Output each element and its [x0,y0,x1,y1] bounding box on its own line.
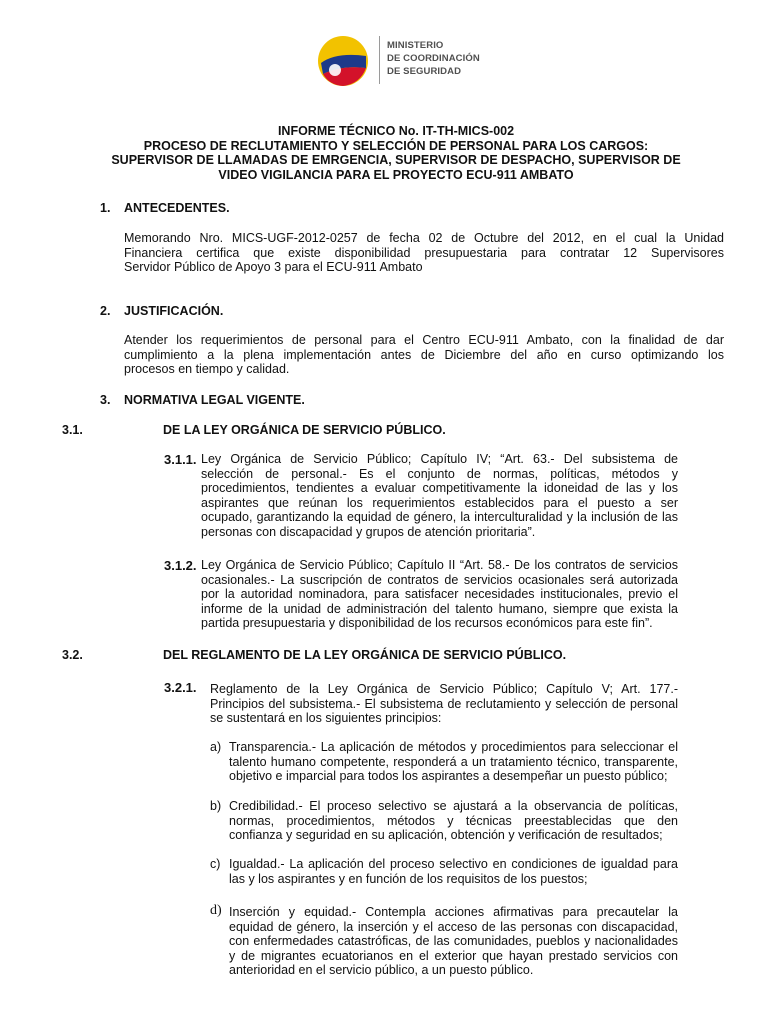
paragraph-line: procesos en tiempo y calidad. [124,362,290,376]
report-title [60,124,732,182]
clause-312-paragraph [201,558,678,631]
logo-line: MINISTERIO [387,40,444,51]
clause-321-paragraph [210,682,678,726]
title-line: SUPERVISOR DE LLAMADAS DE EMRGENCIA, SUPERVISOR DE DESPACHO, SUPERVISOR DE [111,153,681,167]
section-heading-antecedentes: ANTECEDENTES. [124,201,230,215]
justificacion-paragraph [124,333,724,377]
paragraph-line: informe de la unidad de administración del talento humano, siempre que exista la [201,601,678,616]
paragraph-line: Financiera certifica que existe disponibilidad presupuestaria para contratar 12 Supervisores [124,245,724,260]
list-item-label: d) [210,903,222,918]
list-item-insercion [229,905,678,978]
paragraph-line: Igualdad.- La aplicación del proceso selectivo en condiciones de igualdad para [229,857,678,871]
paragraph-line: selección de personal.- Es el conjunto de normas, políticas, métodos y [201,466,678,481]
subsection-number: 3.2. [62,648,83,662]
clause-number: 3.2.1. [164,680,197,695]
ministry-logo [316,32,516,92]
clause-number: 3.1.2. [164,558,197,573]
paragraph-line: anterioridad en el servicio público, a un puesto público. [229,963,534,977]
paragraph-line: partida presupuestaria y disponibilidad de los recursos económicos para este fin”. [201,616,653,630]
section-heading-normativa: NORMATIVA LEGAL VIGENTE. [124,393,305,407]
paragraph-line: Transparencia.- La aplicación de métodos y procedimientos para seleccionar el [229,740,678,754]
ministry-emblem-icon [316,32,374,90]
section-number: 3. [100,393,111,407]
subsection-heading-losep: DE LA LEY ORGÁNICA DE SERVICIO PÚBLICO. [163,423,446,437]
paragraph-line: Ley Orgánica de Servicio Público; Capítulo IV; “Art. 63.- Del subsistema de [201,452,678,466]
paragraph-line: las y los aspirantes y en función de los requisitos de los puestos; [229,871,588,886]
list-item-igualdad [229,857,678,886]
logo-divider [379,36,380,84]
logo-line: DE SEGURIDAD [387,66,462,77]
paragraph-line: normas, procedimientos, métodos y técnicas preestablecidas que den [229,813,678,828]
paragraph-line: procedimientos, tendientes a evaluar competitivamente la idoneidad de las y los [201,481,678,495]
list-item-credibilidad [229,799,678,843]
logo-line: DE COORDINACIÓN [387,53,480,64]
subsection-number: 3.1. [62,423,83,437]
list-item-label: b) [210,799,222,813]
paragraph-line: Credibilidad.- El proceso selectivo se ajustará a la observancia de políticas, [229,799,678,813]
paragraph-line: talento humano competente, responderá a un tratamiento técnico, transparente, [229,754,678,769]
antecedentes-paragraph [124,231,724,275]
paragraph-line: aspirantes que reúnan los requerimientos establecidos para el puesto a ser [201,495,678,510]
paragraph-line: ocasionales.- La suscripción de contratos de servicios ocasionales será autorizada [201,572,678,587]
paragraph-line: Inserción y equidad.- Contempla acciones afirmativas para precautelar la [229,905,678,919]
paragraph-line: Ley Orgánica de Servicio Público; Capítulo II “Art. 58.- De los contratos de servicios [201,558,678,572]
list-item-label: a) [210,740,222,754]
clause-number: 3.1.1. [164,452,197,467]
paragraph-line: personas con discapacidad y grupos de atención prioritaria”. [201,524,536,539]
list-item-label: c) [210,857,221,871]
title-line: PROCESO DE RECLUTAMIENTO Y SELECCIÓN DE PERSONAL PARA LOS CARGOS: [143,138,649,153]
logo-text [387,39,480,78]
paragraph-line: cumplimiento a la plena implementación antes de Diciembre del año en curso optimizando los [124,347,724,362]
paragraph-line: Reglamento de la Ley Orgánica de Servicio Público; Capítulo V; Art. 177.- [210,682,678,696]
title-line: VIDEO VIGILANCIA PARA EL PROYECTO ECU-911 AMBATO [218,167,574,182]
paragraph-line: Servidor Público de Apoyo 3 para el ECU-911 Ambato [124,260,423,274]
paragraph-line: Memorando Nro. MICS-UGF-2012-0257 de fecha 02 de Octubre del 2012, en el cual la Unidad [124,231,724,245]
section-number: 1. [100,201,111,215]
paragraph-line: ocupado, garantizando la equidad de género, la interculturalidad y la inclusión de las [201,510,678,524]
paragraph-line: con enfermedades catastróficas, de las comunidades, pueblos y nacionalidades [229,934,678,948]
list-item-transparencia [229,740,678,784]
paragraph-line: se sustentará en los siguientes principios: [210,711,442,725]
section-heading-justificacion: JUSTIFICACIÓN. [124,304,224,318]
paragraph-line: confianza y seguridad en su aplicación, obtención y verificación de resultados; [229,828,663,842]
clause-311-paragraph [201,452,678,539]
paragraph-line: objetivo e imparcial para todos los aspirantes a desempeñar un puesto público; [229,769,668,783]
paragraph-line: y de migrantes ecuatorianos en el exterior que hayan prestado servicios con [229,948,678,963]
section-number: 2. [100,304,111,318]
title-line: INFORME TÉCNICO No. IT-TH-MICS-002 [277,124,515,138]
subsection-heading-reglamento: DEL REGLAMENTO DE LA LEY ORGÁNICA DE SERVICIO PÚBLICO. [163,648,567,662]
paragraph-line: Atender los requerimientos de personal para el Centro ECU-911 Ambato, con la finalidad de dar [124,333,724,347]
paragraph-line: por la autoridad nominadora, para satisfacer necesidades institucionales, previo el [201,587,678,601]
paragraph-line: Principios del subsistema.- El subsistema de reclutamiento y selección de personal [210,696,678,711]
paragraph-line: equidad de género, la inserción y el acceso de las personas con discapacidad, [229,919,678,934]
